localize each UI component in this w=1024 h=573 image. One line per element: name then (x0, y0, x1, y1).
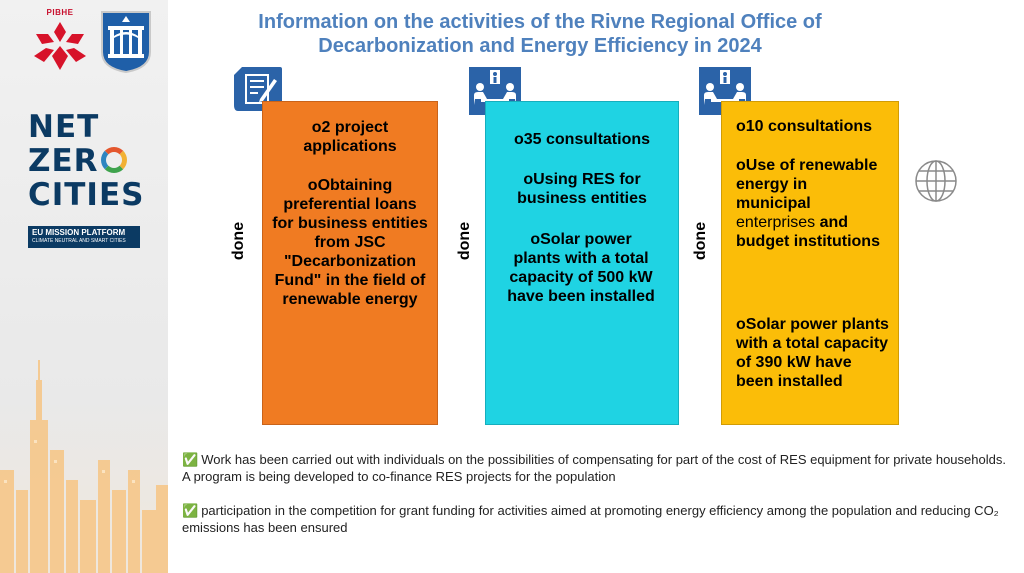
checkmark-icon: ✅ (182, 503, 199, 518)
done-label: done (230, 221, 248, 261)
zero-ring-icon (101, 147, 127, 173)
list-item (736, 117, 898, 136)
bullet-icon: o (307, 177, 318, 194)
bullet-icon: o (523, 171, 534, 188)
bullet-icon: o (736, 118, 746, 135)
note-text: participation in the competition for grant funding for activities aimed at promoting energy efficiency among the population and reducing CO₂ emissions has been ensured (182, 503, 999, 535)
list-item-text: Using RES for business entities (517, 171, 647, 207)
list-item-text: Use of renewable energy in municipal (736, 157, 878, 212)
list-item (736, 315, 892, 391)
activity-column-3 (721, 101, 899, 425)
bullet-icon: o (736, 316, 746, 333)
list-item (736, 156, 886, 251)
title-line1: Information on the activities of the Rivne Regional Office of (258, 11, 822, 33)
list-item (492, 170, 672, 208)
note-grant-funding (182, 502, 1012, 536)
list-item-text-light: enterprises (736, 214, 816, 231)
bullet-icon: o (736, 157, 746, 174)
nzc-line-cities: CITIES (28, 177, 145, 213)
city-crest-icon (100, 10, 152, 74)
checkmark-icon: ✅ (182, 452, 199, 467)
done-label: done (456, 221, 474, 261)
sidebar (0, 0, 168, 573)
bullet-icon: o (513, 131, 524, 148)
list-item-text: 2 project applications (303, 119, 397, 155)
list-item (492, 130, 672, 149)
rivne-logo-text: РІВНЕ (46, 8, 74, 17)
eu-mission-badge (28, 226, 140, 248)
page-title (175, 10, 905, 58)
nzc-zero-text: ZER (28, 143, 99, 179)
bullet-icon: o (311, 119, 322, 136)
list-item (273, 118, 427, 156)
rivne-logo (28, 8, 92, 74)
list-item-text: and budget institutions (736, 214, 880, 250)
eu-badge-line1: EU MISSION PLATFORM (32, 228, 126, 237)
list-item-text: Solar power plants with a total capacity of 390 kW have been installed (736, 316, 889, 390)
nzc-line-zero (28, 144, 158, 178)
net-zero-cities-logo (28, 110, 158, 212)
list-item (506, 230, 656, 306)
list-item-text: Solar power plants with a total capacity of 500 kW have been installed (507, 231, 655, 305)
activity-column-2 (485, 101, 679, 425)
list-item (271, 176, 429, 309)
bullet-icon: o (530, 231, 541, 248)
list-item-text: Obtaining preferential loans for business entities from JSC "Decarbonization Fund" in the field of renewable energy (272, 177, 428, 308)
list-item-text: 10 consultations (745, 118, 873, 135)
list-item-text: 35 consultations (523, 131, 651, 148)
note-compensation (182, 451, 1012, 485)
eu-badge-line2: CLIMATE NEUTRAL AND SMART CITIES (32, 238, 126, 244)
activity-column-1 (262, 101, 438, 425)
title-line2: Decarbonization and Energy Efficiency in 2024 (318, 35, 762, 57)
rivne-star-icon (28, 16, 92, 76)
note-text: Work has been carried out with individuals on the possibilities of compensating for part of the cost of RES equipment for private households. A program is being developed to co-finance RES projects for the population (182, 452, 1006, 484)
nzc-line-net: NET (28, 109, 100, 145)
city-skyline-icon (0, 360, 168, 573)
done-label: done (692, 221, 710, 261)
globe-icon (913, 158, 959, 204)
